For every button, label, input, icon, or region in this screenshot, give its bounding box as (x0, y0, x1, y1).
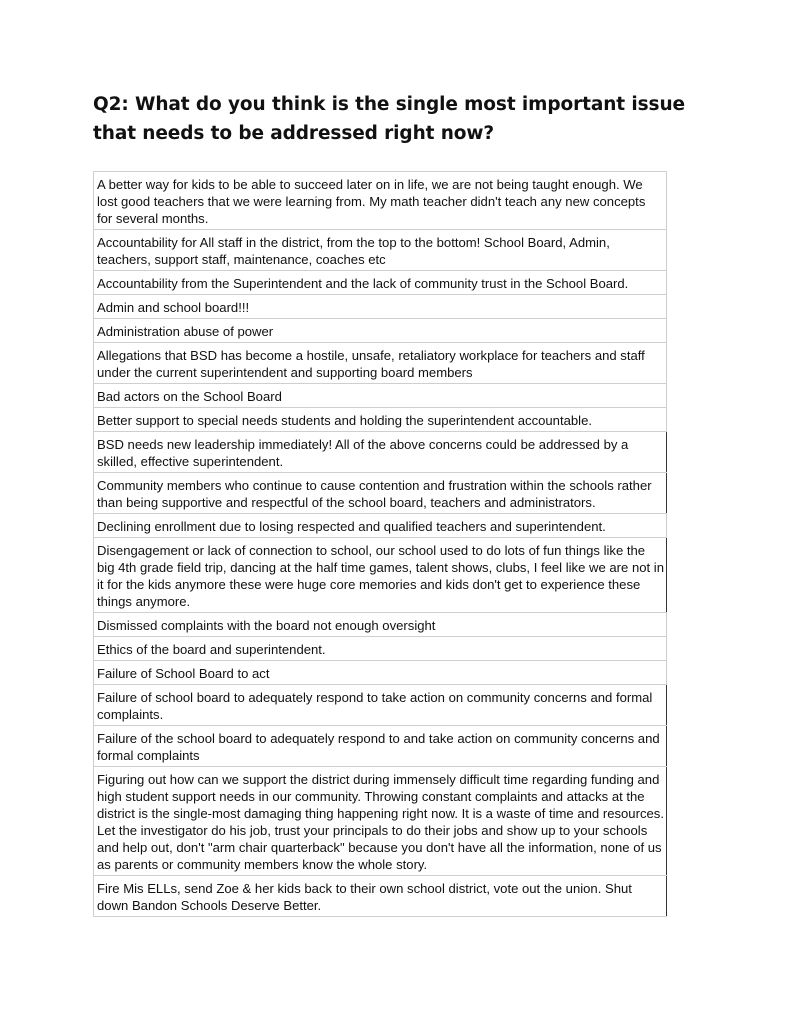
table-row (94, 637, 667, 661)
response-cell: Failure of School Board to act (94, 661, 667, 685)
response-cell: Failure of the school board to adequately respond to and take action on community concerns and formal complaints (94, 726, 667, 767)
table-row (94, 685, 667, 726)
response-cell: Admin and school board!!! (94, 295, 667, 319)
table-row (94, 172, 667, 230)
response-cell: Dismissed complaints with the board not enough oversight (94, 613, 667, 637)
response-cell: Ethics of the board and superintendent. (94, 637, 667, 661)
question-title: Q2: What do you think is the single most important issue that needs to be addressed right now? (93, 94, 685, 144)
table-row (94, 514, 667, 538)
table-row (94, 343, 667, 384)
table-row (94, 876, 667, 917)
responses-table (93, 171, 667, 917)
table-row (94, 726, 667, 767)
response-cell: Better support to special needs students and holding the superintendent accountable. (94, 408, 667, 432)
table-row (94, 230, 667, 271)
table-row (94, 408, 667, 432)
table-row (94, 473, 667, 514)
response-cell: Administration abuse of power (94, 319, 667, 343)
response-cell: Failure of school board to adequately respond to take action on community concerns and formal complaints. (94, 685, 667, 726)
response-cell: Accountability for All staff in the district, from the top to the bottom! School Board, Admin, teachers, support staff, maintenance, coaches etc (94, 230, 667, 271)
table-row (94, 661, 667, 685)
response-cell: Allegations that BSD has become a hostile, unsafe, retaliatory workplace for teachers and staff under the current superintendent and supporting board members (94, 343, 667, 384)
response-cell: BSD needs new leadership immediately! All of the above concerns could be addressed by a skilled, effective superintendent. (94, 432, 667, 473)
response-cell: Accountability from the Superintendent and the lack of community trust in the School Board. (94, 271, 667, 295)
table-row (94, 271, 667, 295)
table-row (94, 319, 667, 343)
response-cell: Disengagement or lack of connection to school, our school used to do lots of fun things like the big 4th grade field trip, dancing at the half time games, talent shows, clubs, I feel like we are not in it for the kids anymore these were huge core memories and kids don't get to experience these things anymore. (94, 538, 667, 613)
response-cell: A better way for kids to be able to succeed later on in life, we are not being taught enough. We lost good teachers that we were learning from. My math teacher didn't teach any new concepts for several months. (94, 172, 667, 230)
response-cell: Bad actors on the School Board (94, 384, 667, 408)
table-row (94, 384, 667, 408)
table-row (94, 767, 667, 876)
response-cell: Declining enrollment due to losing respected and qualified teachers and superintendent. (94, 514, 667, 538)
response-cell: Fire Mis ELLs, send Zoe & her kids back to their own school district, vote out the union. Shut down Bandon Schools Deserve Better. (94, 876, 667, 917)
table-row (94, 613, 667, 637)
table-row (94, 295, 667, 319)
table-row (94, 432, 667, 473)
response-cell: Figuring out how can we support the district during immensely difficult time regarding funding and high student support needs in our community. Throwing constant complaints and attacks at the district is the single-most damaging thing happening right now. It is a waste of time and resources. Let the investigator do his job, trust your principals to do their jobs and show up to your schools and help out, don't "arm chair quarterback" because you don't have all the information, none of us as parents or community members know the whole story. (94, 767, 667, 876)
response-cell: Community members who continue to cause contention and frustration within the schools rather than being supportive and respectful of the school board, teachers and administrators. (94, 473, 667, 514)
table-row (94, 538, 667, 613)
